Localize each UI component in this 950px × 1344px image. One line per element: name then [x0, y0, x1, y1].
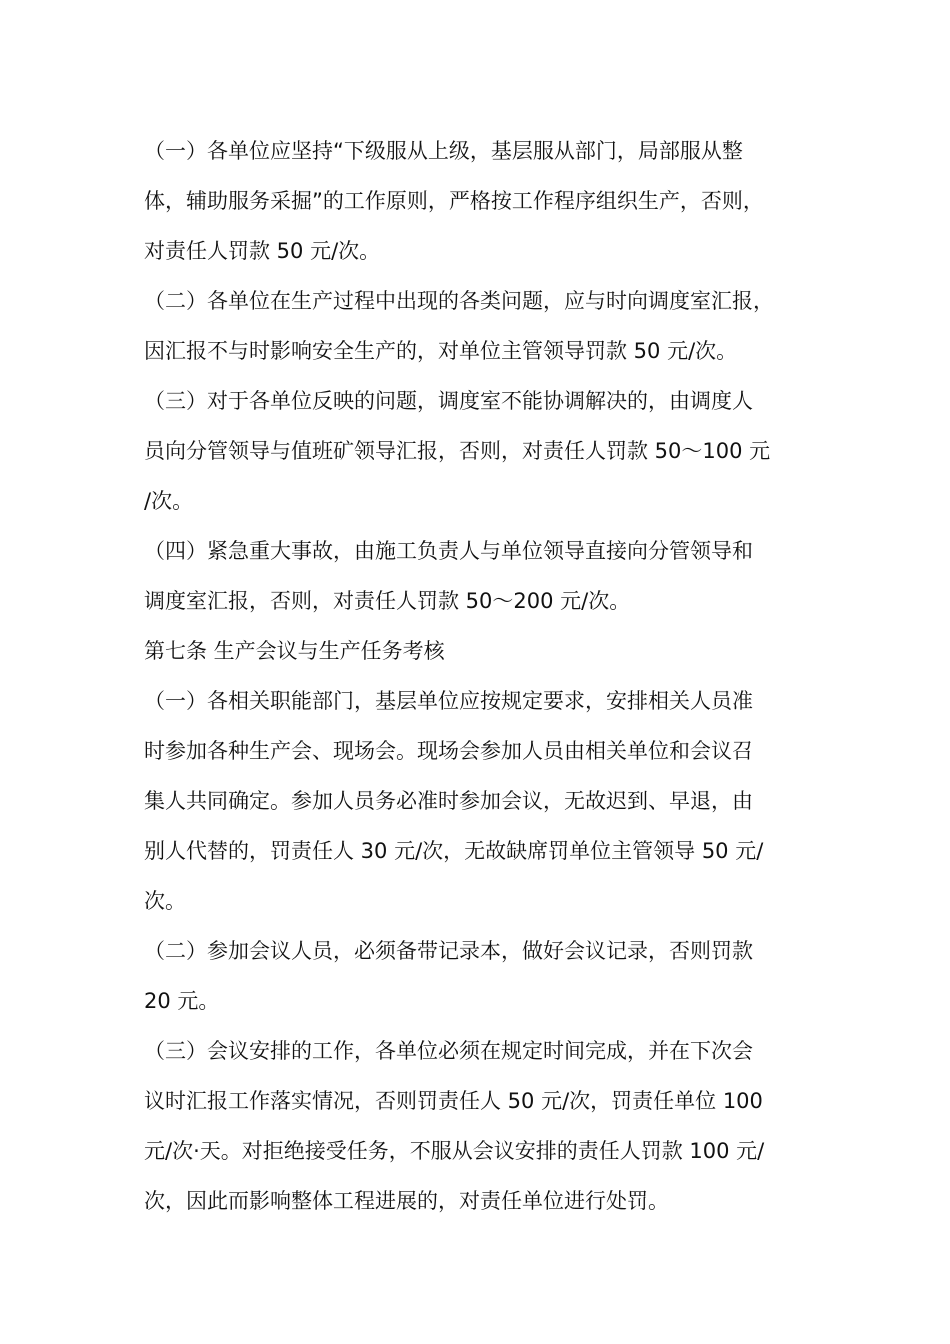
text-line: （三）会议安排的工作，各单位必须在规定时间完成，并在下次会 [144, 1039, 753, 1063]
text-line: 别人代替的，罚责任人 30 元/次，无故缺席罚单位主管领导 50 元/ [144, 839, 764, 863]
text-line: （二）各单位在生产过程中出现的各类问题，应与时向调度室汇报， [144, 289, 774, 313]
text-line: 集人共同确定。参加人员务必准时参加会议，无故迟到、早退，由 [144, 789, 753, 813]
text-line: 次，因此而影响整体工程进展的，对责任单位进行处罚。 [144, 1189, 669, 1213]
text-line: 调度室汇报，否则，对责任人罚款 50～200 元/次。 [144, 589, 631, 613]
text-line: 元/次·天。对拒绝接受任务，不服从会议安排的责任人罚款 100 元/ [144, 1139, 765, 1163]
text-line: 20 元。 [144, 989, 220, 1013]
text-line: （一）各相关职能部门，基层单位应按规定要求，安排相关人员准 [144, 689, 753, 713]
text-line: （四）紧急重大事故，由施工负责人与单位领导直接向分管领导和 [144, 539, 753, 563]
text-line: 对责任人罚款 50 元/次。 [144, 239, 381, 263]
section-heading: 第七条 生产会议与生产任务考核 [144, 639, 445, 663]
text-line: （一）各单位应坚持“下级服从上级，基层服从部门，局部服从整 [144, 139, 743, 163]
text-line: 因汇报不与时影响安全生产的，对单位主管领导罚款 50 元/次。 [144, 339, 738, 363]
text-line: /次。 [144, 489, 194, 513]
text-line: （二）参加会议人员，必须备带记录本，做好会议记录，否则罚款 [144, 939, 753, 963]
text-line: 议时汇报工作落实情况，否则罚责任人 50 元/次，罚责任单位 100 [144, 1089, 763, 1113]
text-line: 次。 [144, 889, 186, 913]
text-line: （三）对于各单位反映的问题，调度室不能协调解决的，由调度人 [144, 389, 753, 413]
text-line: 体，辅助服务采掘”的工作原则，严格按工作程序组织生产，否则， [144, 189, 764, 213]
text-line: 员向分管领导与值班矿领导汇报，否则，对责任人罚款 50～100 元 [144, 439, 771, 463]
text-line: 时参加各种生产会、现场会。现场会参加人员由相关单位和会议召 [144, 739, 753, 763]
